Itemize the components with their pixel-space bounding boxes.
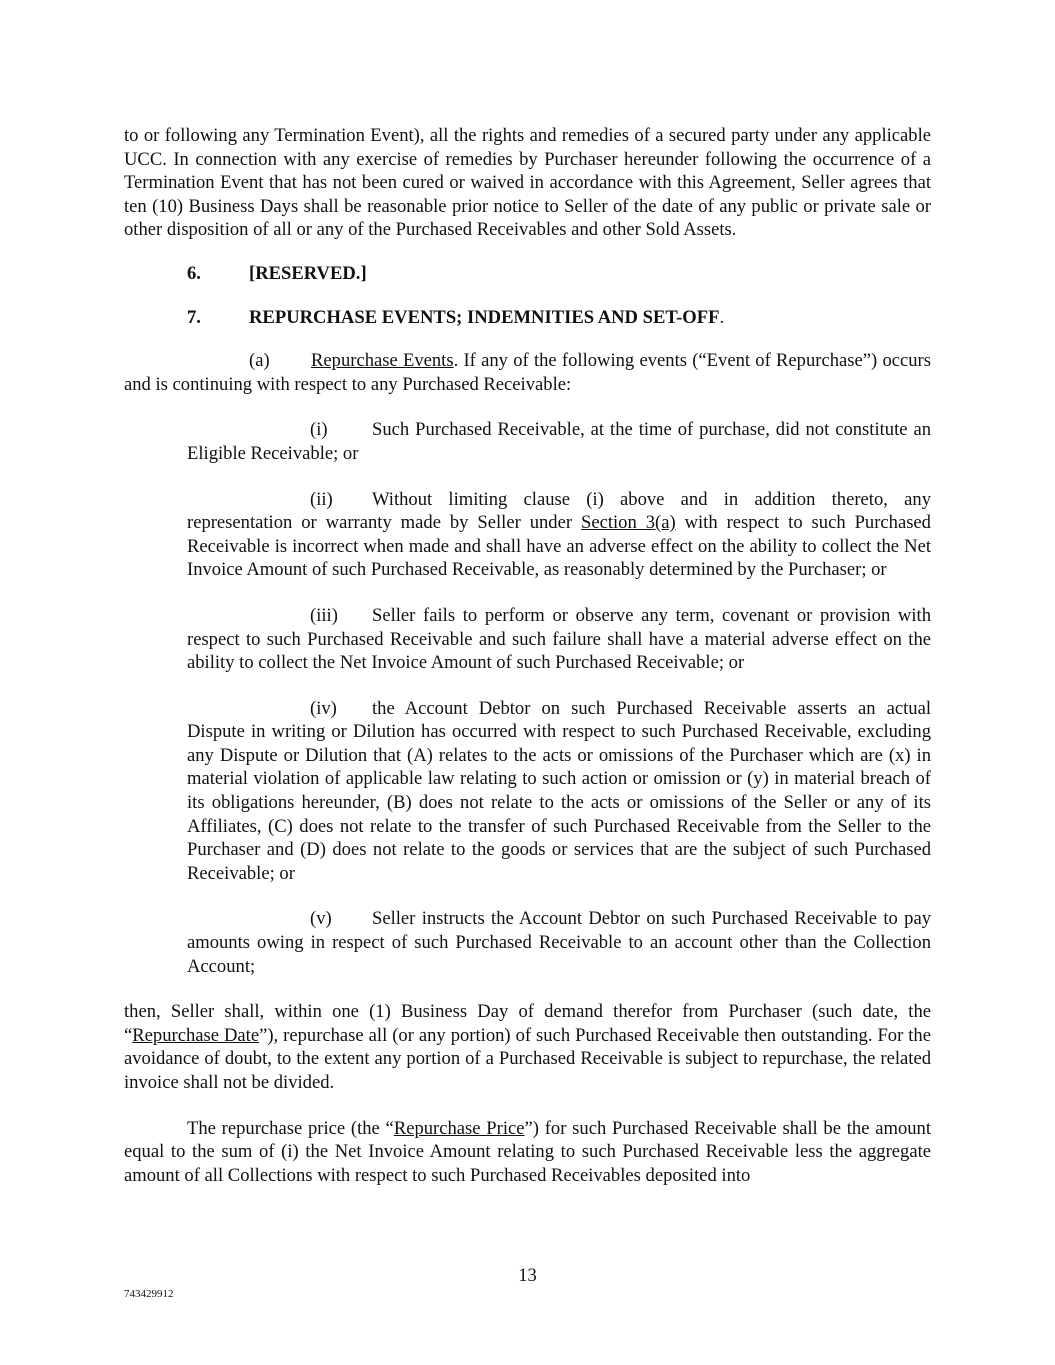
clause-iii — [187, 604, 931, 675]
section-7-title: REPURCHASE EVENTS; INDEMNITIES AND SET-OFF — [249, 306, 720, 328]
section-7-heading — [187, 306, 931, 330]
document-id: 743429912 — [124, 1288, 174, 1300]
page-number: 13 — [518, 1265, 537, 1286]
subsection-a-label: (a) — [249, 350, 270, 372]
clause-i-text: Such Purchased Receivable, at the time of purchase, did not constitute an Eligible Receivable; or — [187, 419, 931, 464]
price-text-after: ”) for such Purchased Receivable shall be the amount equal to the sum of (i) the Net Invoice Amount relating to such Purchased Receivable less the aggregate amount of all Collections with respect to such Purchased Receivables deposited into — [124, 1117, 931, 1186]
clause-iv — [187, 697, 931, 886]
price-text-before: The repurchase price (the “ — [187, 1117, 394, 1139]
repurchase-date-term: Repurchase Date — [132, 1024, 260, 1046]
document-body — [124, 124, 931, 1187]
then-text-before: then, Seller shall, within one (1) Business Day of demand therefor from Purchaser (such date, the “ — [124, 1001, 931, 1046]
clause-ii-label: (ii) — [310, 488, 333, 510]
clause-iii-label: (iii) — [310, 604, 338, 626]
clause-iv-text: the Account Debtor on such Purchased Receivable asserts an actual Dispute in writing or Dilution has occurred with respect to such Purchased Receivable, excluding any Dispute or Dilution that (A) relates to the acts or omissions of the Purchaser which are (x) in material violation of applicable law relating to such action or omission or (y) in material breach of its obligations hereunder, (B) does not relate to the acts or omissions of the Seller or any of its Affiliates, (C) does not relate to the transfer of such Purchased Receivable from the Seller to the Purchaser and (D) does not relate to the goods or services that are the subject of such Purchased Receivable; or — [187, 697, 931, 884]
section-3a-reference: Section 3(a) — [581, 512, 676, 534]
then-text-after: ”), repurchase all (or any portion) of such Purchased Receivable then outstanding. For the avoidance of doubt, to the extent any portion of a Purchased Receivable is subject to repurchase, the related invoice shall not be divided. — [124, 1024, 931, 1093]
section-7-title-end: . — [719, 306, 725, 328]
price-paragraph — [124, 1117, 931, 1188]
section-6-title: [RESERVED.] — [249, 262, 367, 284]
subsection-a-text: . If any of the following events (“Event of Repurchase”) occurs and is continuing with respect to any Purchased Receivable: — [124, 350, 931, 395]
clause-v-label: (v) — [310, 908, 332, 930]
clause-iv-label: (iv) — [310, 697, 337, 719]
then-paragraph — [124, 1000, 931, 1094]
subsection-a — [124, 349, 931, 396]
section-6-number: 6. — [187, 262, 201, 284]
clause-i-label: (i) — [310, 419, 328, 441]
section-7-number: 7. — [187, 306, 201, 328]
clause-i — [187, 418, 931, 465]
clause-ii-text-after: with respect to such Purchased Receivable is incorrect when made and shall have an adverse effect on the ability to collect the Net Invoice Amount of such Purchased Receivable, as reasonably determined by the Purchaser; or — [187, 512, 931, 581]
clause-ii-text-before: Without limiting clause (i) above and in addition thereto, any representation or warranty made by Seller under — [187, 488, 931, 534]
clause-iii-text: Seller fails to perform or observe any term, covenant or provision with respect to such Purchased Receivable and such failure shall have a material adverse effect on the ability to collect the Net Invoice Amount of such Purchased Receivable; or — [187, 604, 931, 674]
clause-v — [187, 907, 931, 978]
repurchase-price-term: Repurchase Price — [393, 1117, 525, 1139]
subsection-a-heading: Repurchase Events — [311, 350, 454, 372]
intro-paragraph: to or following any Termination Event), all the rights and remedies of a secured party under any applicable UCC. In connection with any exercise of remedies by Purchaser hereunder following the occurrence of a Termination Event that has not been cured or waived in accordance with this Agreement, Seller agrees that ten (10) Business Days shall be reasonable prior notice to Seller of the date of any public or private sale or other disposition of all or any of the Purchased Receivables and other Sold Assets. — [124, 125, 931, 241]
section-6-heading — [187, 262, 931, 286]
clause-v-text: Seller instructs the Account Debtor on such Purchased Receivable to pay amounts owing in respect of such Purchased Receivable to an account other than the Collection Account; — [187, 908, 931, 977]
clause-ii — [187, 488, 931, 582]
